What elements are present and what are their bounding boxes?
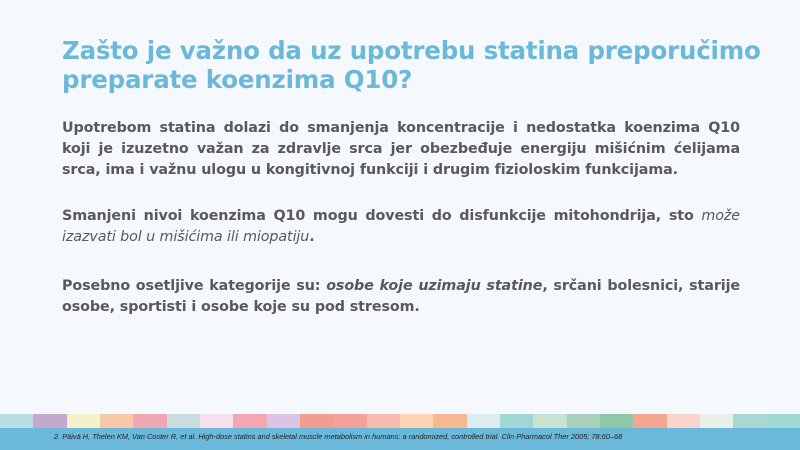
color-stripe xyxy=(467,414,500,428)
color-stripe xyxy=(533,414,566,428)
color-stripe xyxy=(400,414,433,428)
color-stripe xyxy=(767,414,800,428)
color-stripe xyxy=(67,414,100,428)
color-stripe xyxy=(200,414,233,428)
slide-title: Zašto je važno da uz upotrebu statina preporučimo preparate koenzima Q10? xyxy=(62,36,761,94)
color-stripe xyxy=(500,414,533,428)
color-stripe xyxy=(633,414,666,428)
color-stripe xyxy=(300,414,333,428)
color-stripe xyxy=(267,414,300,428)
color-stripe xyxy=(133,414,166,428)
paragraph-risk-lead: Posebno osetljive kategorije su: xyxy=(62,278,327,294)
color-stripe xyxy=(167,414,200,428)
paragraph-low-q10-bold: Smanjeni nivoi koenzima Q10 mogu dovesti do disfunkcije mitohondrija, sto xyxy=(62,208,702,224)
color-stripe xyxy=(100,414,133,428)
paragraph-risk-italic: osobe koje uzimaju statine xyxy=(326,278,543,294)
color-stripe xyxy=(0,414,33,428)
color-stripe xyxy=(33,414,66,428)
color-stripe xyxy=(433,414,466,428)
color-stripe xyxy=(667,414,700,428)
paragraph-risk-rest: , srčani bolesnici, starije osobe, sportisti i osobe koje su pod stresom. xyxy=(62,278,740,315)
paragraph-low-q10-italic: može izazvati bol u mišićima ili miopatiju xyxy=(62,208,740,245)
color-stripe xyxy=(233,414,266,428)
paragraph-statin-effect: Upotrebom statina dolazi do smanjenja koncentracije i nedostatka koenzima Q10 koji je izuzetno važan za zdravlje srca jer obezbeđuje energiju mišićnim ćelijama srca, ima i važnu ulogu u kongitivnoj funkciji i drugim fizioloskim funkcijama. xyxy=(62,120,740,178)
color-stripe xyxy=(733,414,766,428)
color-stripe xyxy=(333,414,366,428)
paragraph-low-q10-end: . xyxy=(309,229,315,245)
color-stripe xyxy=(700,414,733,428)
color-stripe xyxy=(367,414,400,428)
paragraph-low-q10 xyxy=(62,206,740,248)
color-stripe xyxy=(567,414,600,428)
footer-reference: 2. Päivä H, Thelen KM, Van Coster R, et al. High-dose statins and skeletal muscle metabolism in humans: a randomized, controlled trial. Clin Pharmacol Ther 2005; 78:60–68 xyxy=(54,432,623,441)
paragraph-risk-groups xyxy=(62,276,740,318)
decorative-color-stripes xyxy=(0,414,800,428)
color-stripe xyxy=(600,414,633,428)
